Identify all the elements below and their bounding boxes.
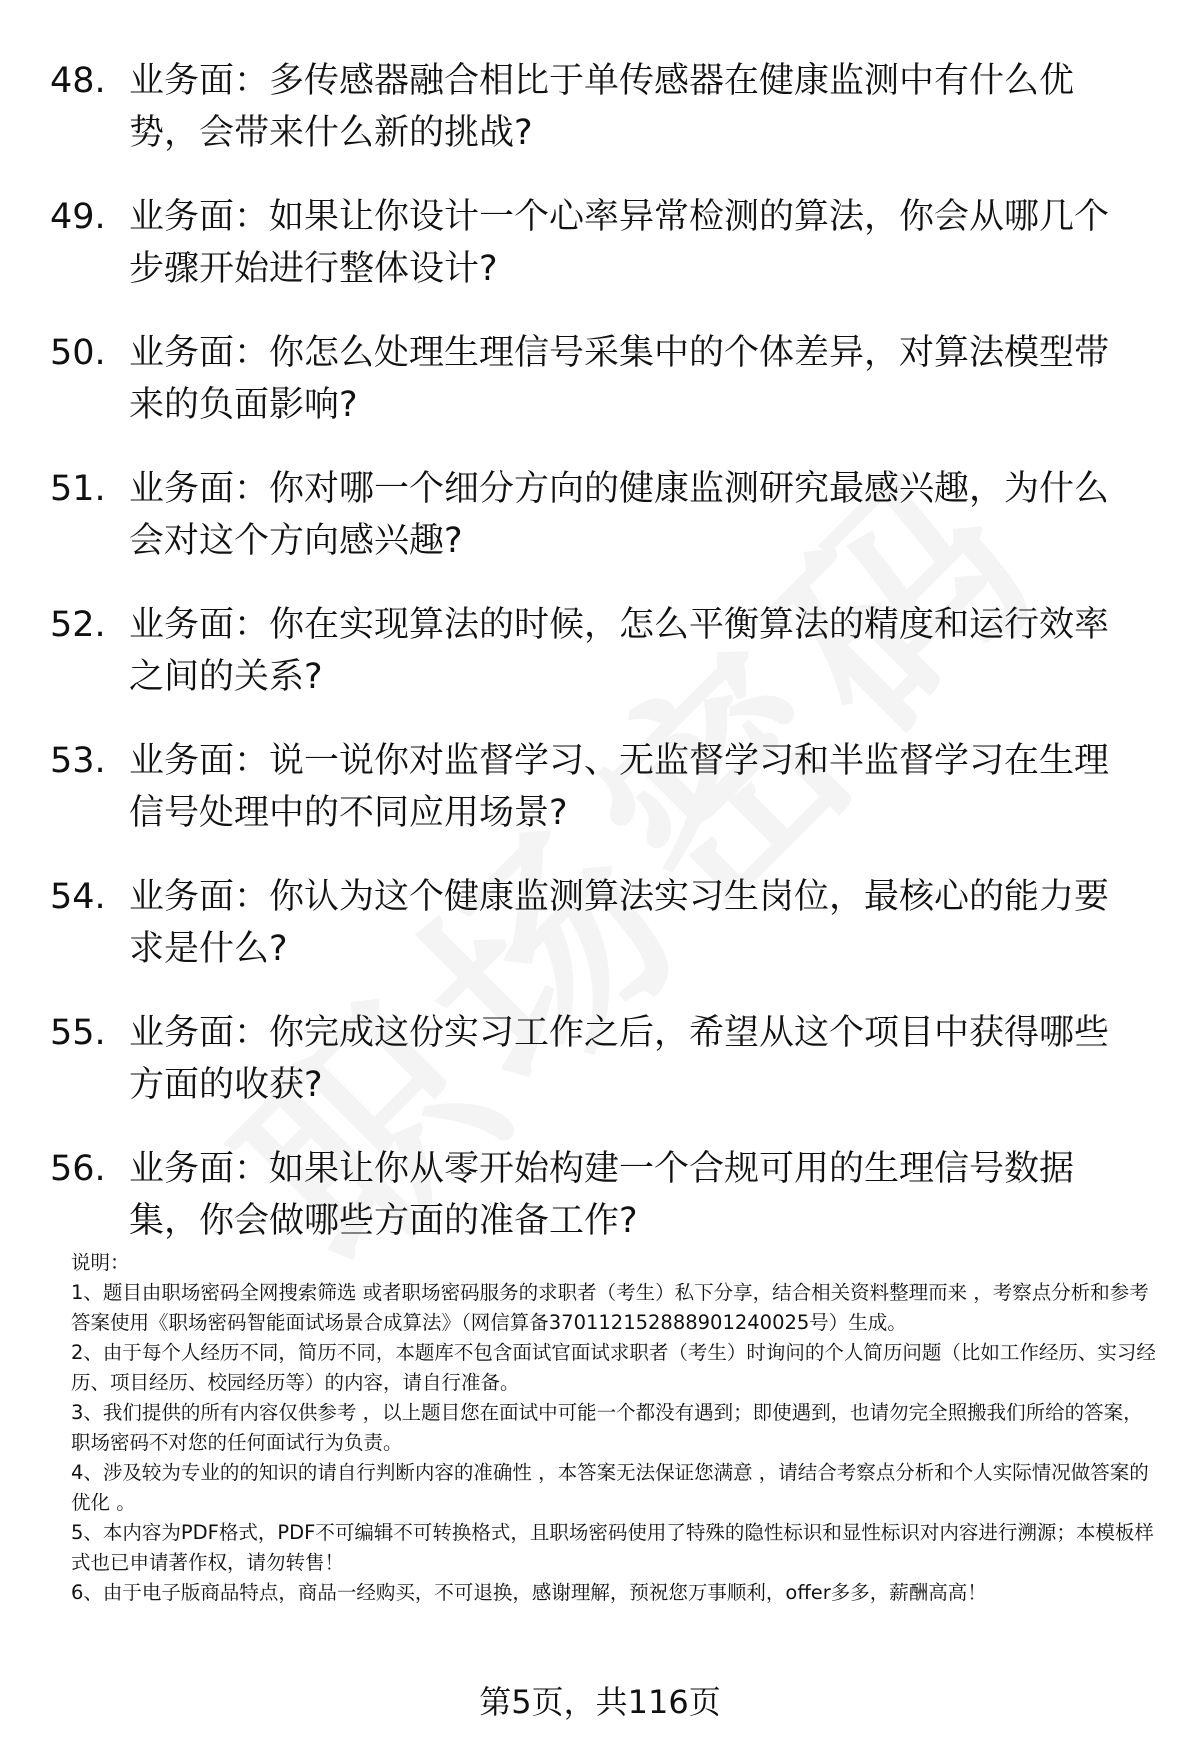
question-number: 52. <box>50 605 106 645</box>
question-text: 业务面：如果让你从零开始构建一个合规可用的生理信号数据集，你会做哪些方面的准备工作? <box>129 1149 1075 1241</box>
question-text: 业务面：如果让你设计一个心率异常检测的算法，你会从哪几个步骤开始进行整体设计? <box>129 197 1110 289</box>
question-number: 48. <box>50 61 106 101</box>
question-number: 55. <box>50 1013 106 1053</box>
question-number: 51. <box>50 469 106 509</box>
notes-heading: 说明： <box>71 1251 130 1274</box>
page-number-footer: 第5页，共116页 <box>479 1683 721 1721</box>
question-item <box>50 191 1160 295</box>
question-item <box>50 599 1160 703</box>
question-number: 53. <box>50 741 106 781</box>
question-text: 业务面：你怎么处理生理信号采集中的个体差异，对算法模型带来的负面影响? <box>129 333 1110 425</box>
question-item <box>50 1143 1160 1247</box>
notes-section <box>71 1248 1161 1608</box>
note-item: 2、由于每个人经历不同，简历不同，本题库不包含面试官面试求职者（考生）时询问的个人简历问题（比如工作经历、实习经历、项目经历、校园经历等）的内容，请自行准备。 <box>71 1341 1156 1394</box>
question-text: 业务面：说一说你对监督学习、无监督学习和半监督学习在生理信号处理中的不同应用场景? <box>129 741 1110 833</box>
question-number: 54. <box>50 877 106 917</box>
question-item <box>50 55 1160 159</box>
note-item: 6、由于电子版商品特点，商品一经购买，不可退换，感谢理解，预祝您万事顺利，offer多多，薪酬高高！ <box>71 1581 987 1604</box>
question-number: 49. <box>50 197 106 237</box>
question-item <box>50 463 1160 567</box>
note-item: 3、我们提供的所有内容仅供参考 ，以上题目您在面试中可能一个都没有遇到；即使遇到，也请勿完全照搬我们所给的答案，职场密码不对您的任何面试行为负责。 <box>71 1401 1143 1454</box>
note-item: 5、本内容为PDF格式，PDF不可编辑不可转换格式，且职场密码使用了特殊的隐性标识和显性标识对内容进行溯源；本模板样式也已申请著作权，请勿转售！ <box>71 1521 1154 1574</box>
question-text: 业务面：你完成这份实习工作之后，希望从这个项目中获得哪些方面的收获? <box>129 1013 1110 1105</box>
question-item <box>50 327 1160 431</box>
question-text: 业务面：多传感器融合相比于单传感器在健康监测中有什么优势，会带来什么新的挑战? <box>129 61 1075 153</box>
note-item: 1、题目由职场密码全网搜索筛选 或者职场密码服务的求职者（考生）私下分享，结合相关资料整理而来 ，考察点分析和参考答案使用《职场密码智能面试场景合成算法》（网信算备370112152888901240025号）生成。 <box>71 1281 1149 1334</box>
question-text: 业务面：你在实现算法的时候，怎么平衡算法的精度和运行效率之间的关系? <box>129 605 1110 697</box>
question-number: 56. <box>50 1149 106 1189</box>
note-item: 4、涉及较为专业的的知识的请自行判断内容的准确性 ，本答案无法保证您满意 ，请结合考察点分析和个人实际情况做答案的优化 。 <box>71 1461 1149 1514</box>
question-text: 业务面：你认为这个健康监测算法实习生岗位，最核心的能力要求是什么? <box>129 877 1110 969</box>
question-item <box>50 871 1160 975</box>
question-item <box>50 1007 1160 1111</box>
question-text: 业务面：你对哪一个细分方向的健康监测研究最感兴趣，为什么会对这个方向感兴趣? <box>129 469 1110 561</box>
question-list <box>50 55 1160 1279</box>
question-number: 50. <box>50 333 106 373</box>
question-item <box>50 735 1160 839</box>
